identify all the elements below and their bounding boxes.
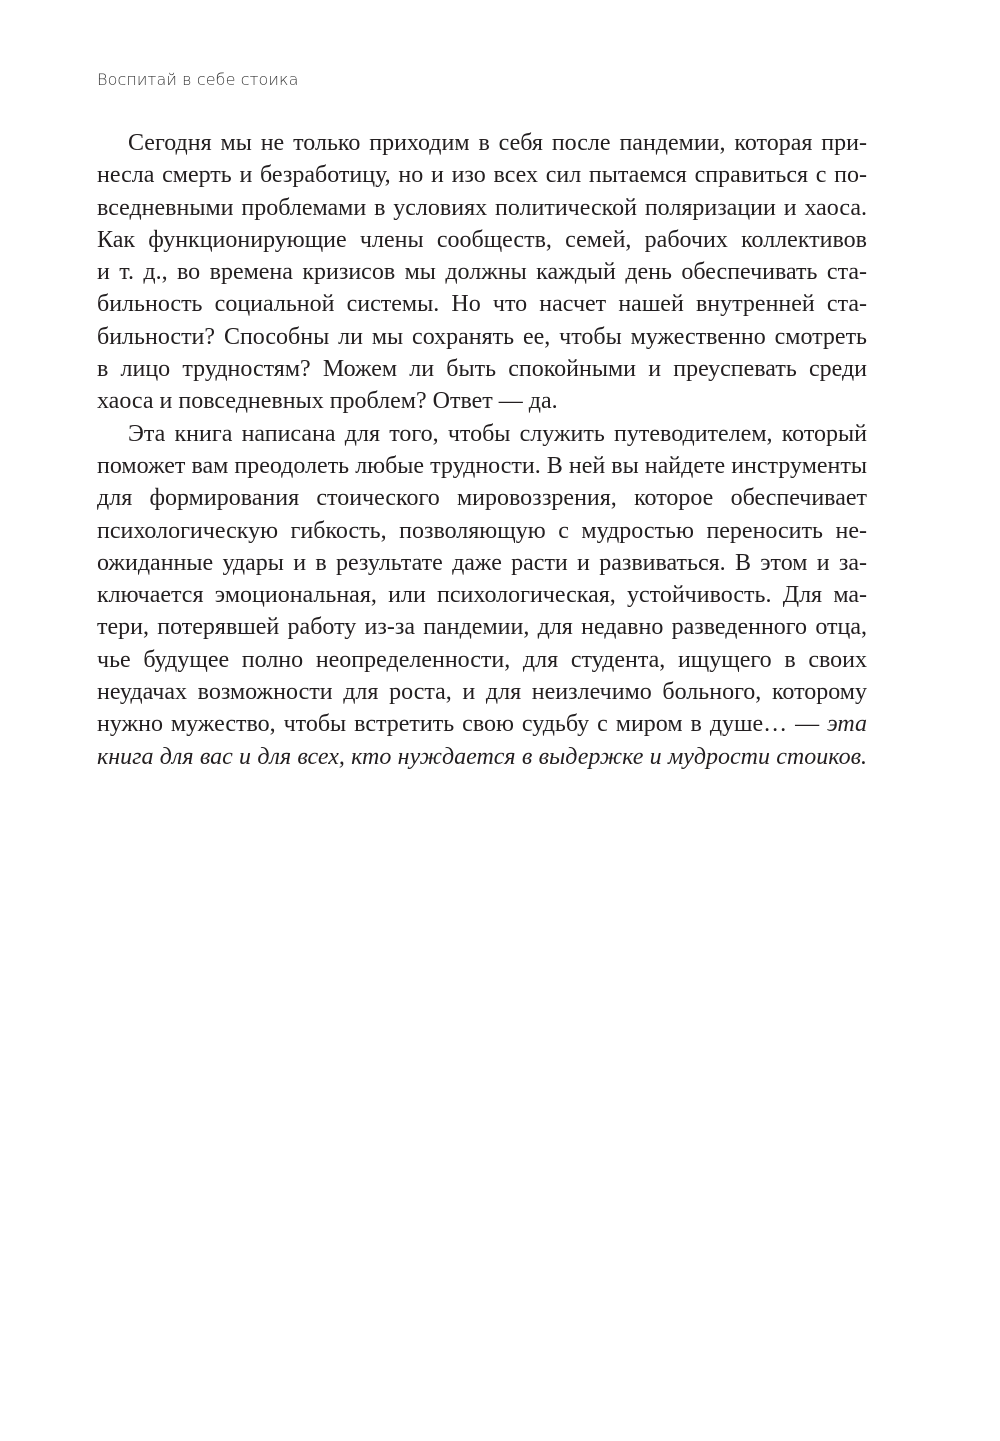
body-text: [97, 127, 867, 773]
paragraph-line: и т. д., во времена кризисов мы должны каждый день обеспечивать ста-: [97, 259, 867, 286]
running-head: Воспитай в себе стоика: [97, 70, 299, 89]
paragraph-line: ожиданные удары и в результате даже расти и развиваться. В этом и за-: [97, 549, 867, 576]
paragraph-line: психологическую гибкость, позволяющую с мудростью переносить не-: [97, 517, 867, 544]
paragraph-line: несла смерть и безработицу, но и изо всех сил пытаемся справиться с по-: [97, 162, 867, 189]
paragraph-line: вседневными проблемами в условиях политической поляризации и хаоса.: [97, 194, 867, 221]
paragraph-line: Как функционирующие члены сообществ, семей, рабочих коллективов: [97, 226, 867, 253]
paragraph-line: Эта книга написана для того, чтобы служить путеводителем, который: [128, 420, 867, 447]
line-italic-segment: эта: [827, 711, 867, 738]
paragraph-1: [97, 127, 867, 418]
paragraph-line-italic: книга для вас и для всех, кто нуждается в выдержке и мудрости стоиков.: [97, 743, 867, 770]
paragraph-line: поможет вам преодолеть любые трудности. В ней вы найдете инструменты: [97, 452, 867, 479]
paragraph-line: для формирования стоического мировоззрения, которое обеспечивает: [97, 485, 867, 512]
paragraph-line: Сегодня мы не только приходим в себя после пандемии, которая при-: [128, 130, 867, 156]
paragraph-line: в лицо трудностям? Можем ли быть спокойными и преуспевать среди: [97, 356, 867, 383]
paragraph-line: хаоса и повседневных проблем? Ответ — да.: [97, 388, 558, 415]
paragraph-line: бильности? Способны ли мы сохранять ее, чтобы мужественно смотреть: [97, 323, 867, 350]
line-plain-segment: нужно мужество, чтобы встретить свою судьбу с миром в душе… —: [97, 711, 828, 738]
paragraph-line: неудачах возможности для роста, и для неизлечимо больного, которому: [97, 679, 867, 706]
paragraph-line: бильность социальной системы. Но что насчет нашей внутренней ста-: [97, 291, 867, 318]
paragraph-2: [97, 418, 867, 773]
paragraph-line: тери, потерявшей работу из-за пандемии, для недавно разведенного отца,: [97, 614, 867, 641]
paragraph-line: ключается эмоциональная, или психологическая, устойчивость. Для ма-: [97, 582, 867, 609]
paragraph-line: чье будущее полно неопределенности, для студента, ищущего в своих: [97, 646, 867, 673]
paragraph-line: [97, 708, 867, 740]
